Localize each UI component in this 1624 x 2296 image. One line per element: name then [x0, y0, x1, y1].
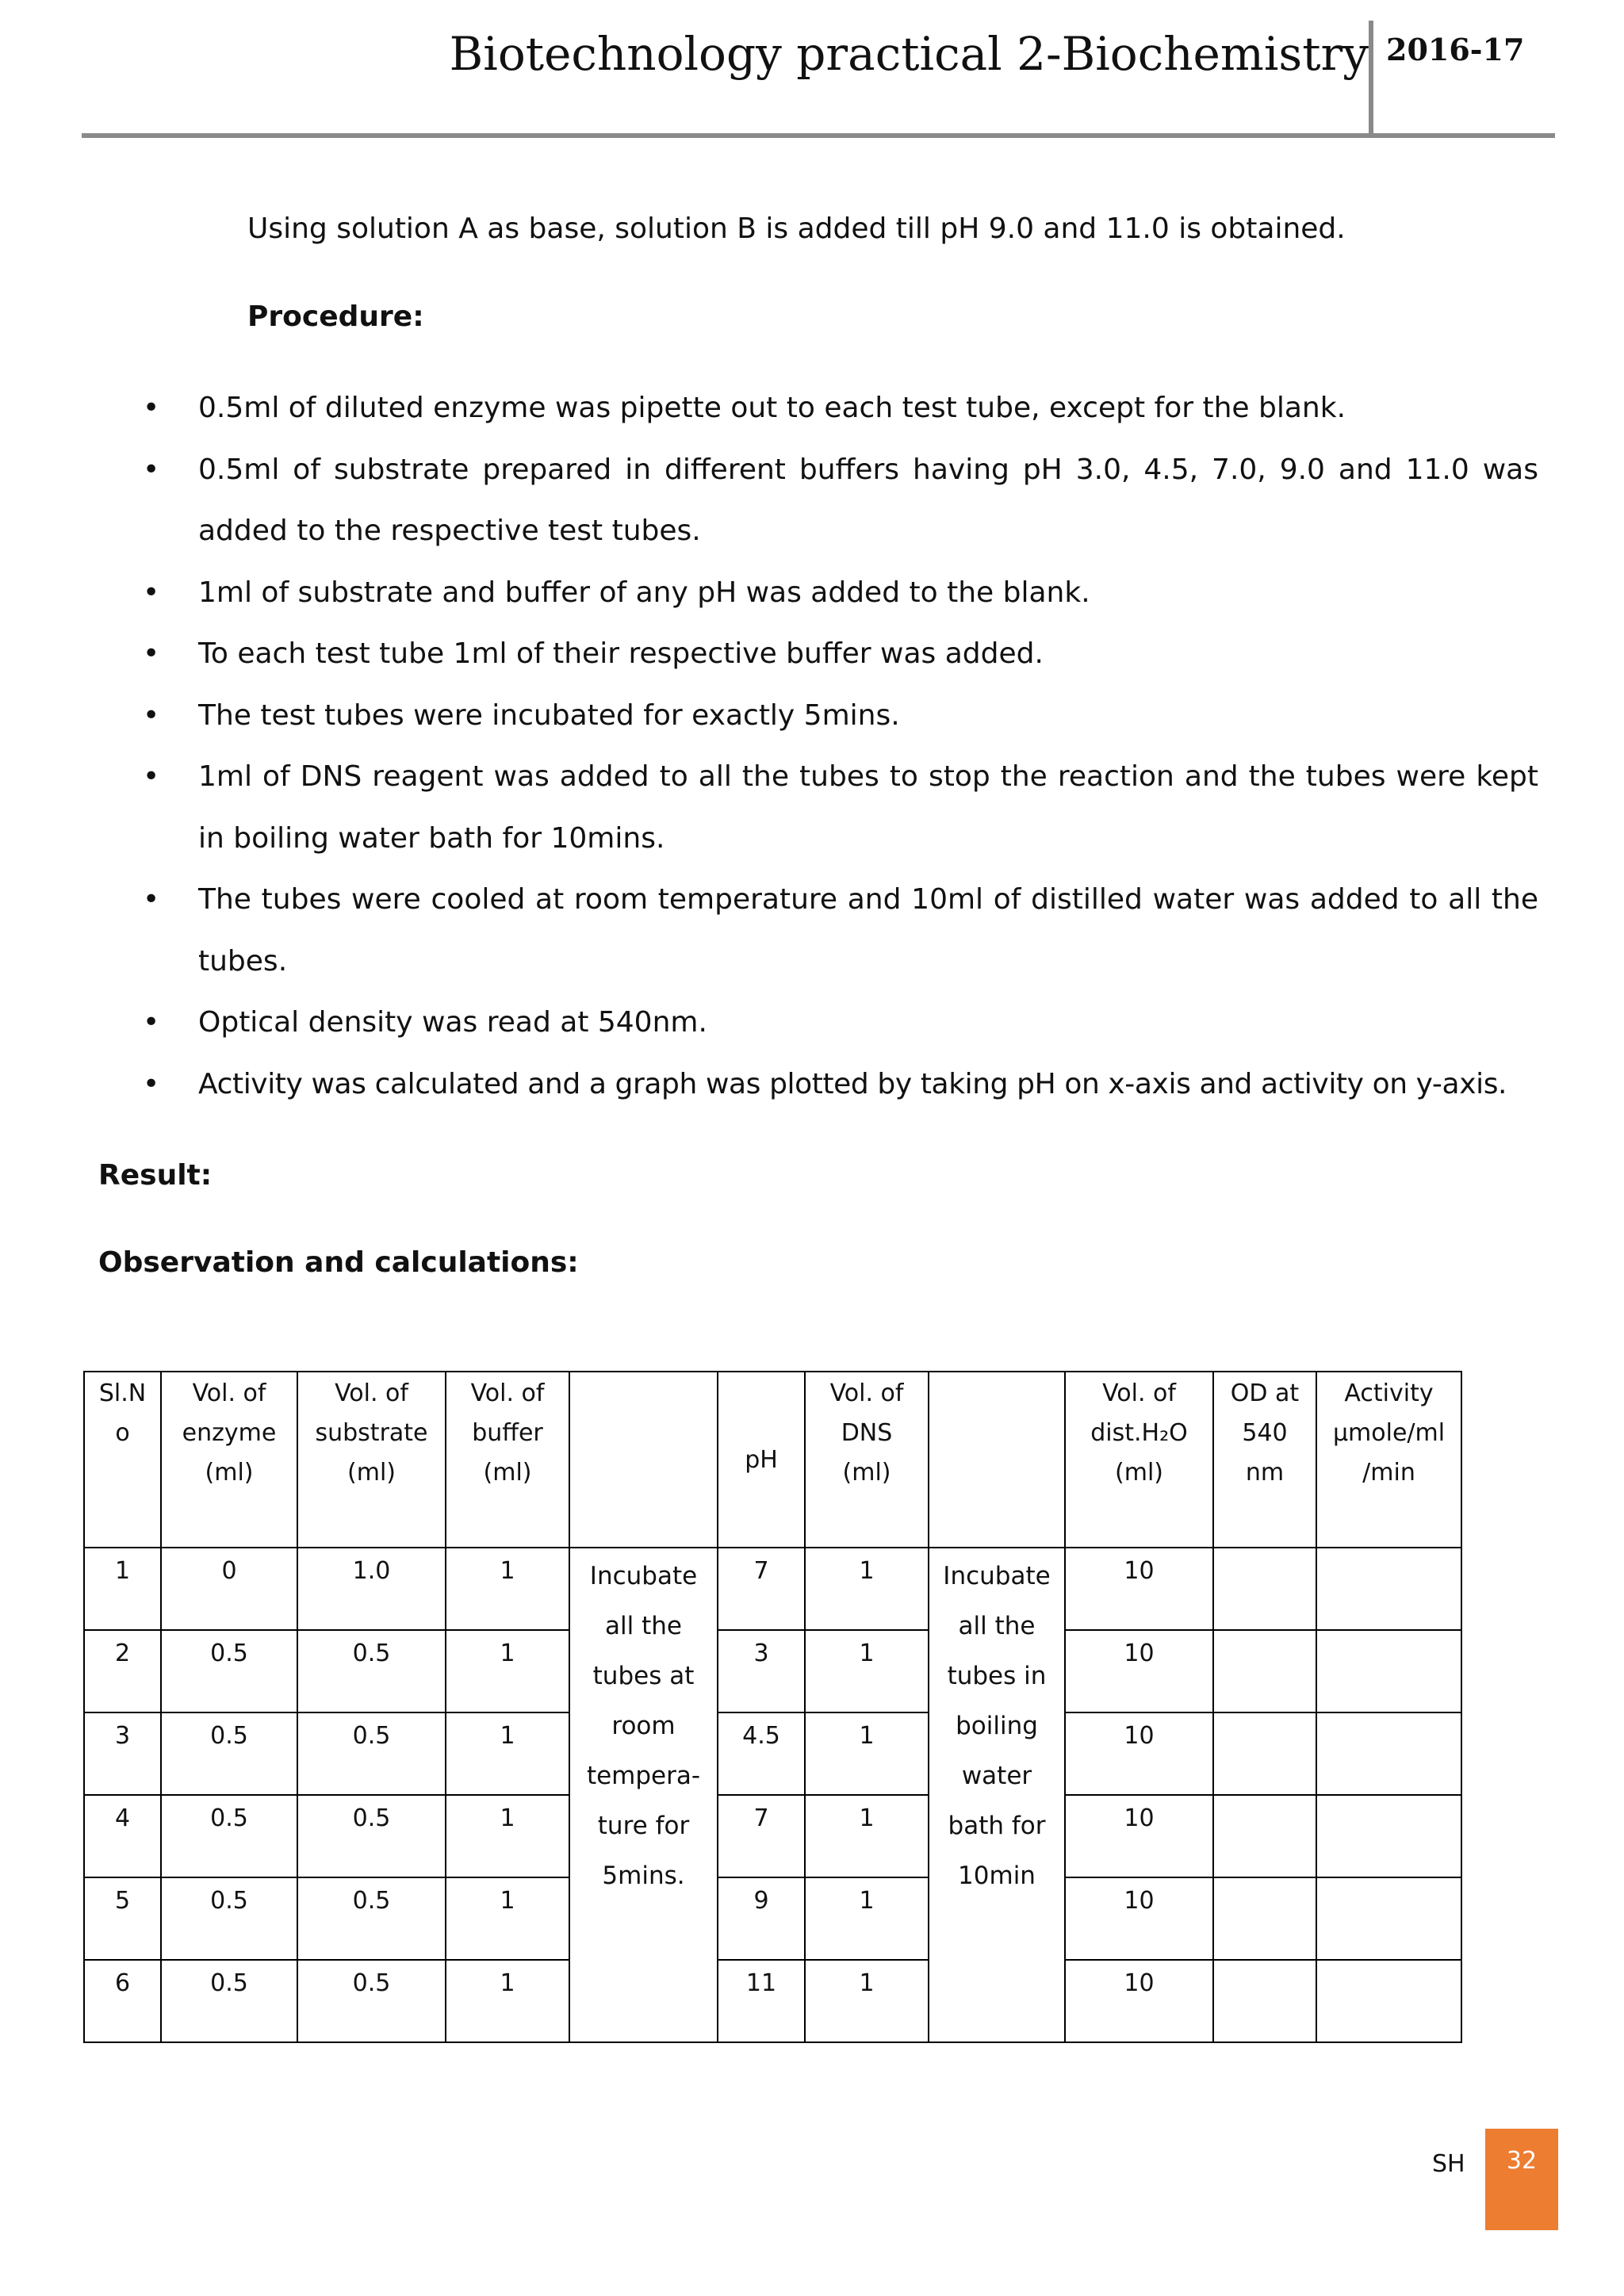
header-divider-vertical: [1369, 21, 1373, 138]
table-row: [84, 1630, 1461, 1712]
header-ph: pH: [718, 1372, 805, 1548]
cell-enzyme: 0.5: [161, 1795, 297, 1877]
header-slno: Sl.N o: [84, 1372, 161, 1548]
cell-slno: 5: [84, 1877, 161, 1960]
procedure-step: • 0.5ml of diluted enzyme was pipette out to each test tube, except for the blank.: [143, 377, 1538, 439]
table-row: [84, 1960, 1461, 2042]
cell-buffer: 1: [446, 1795, 569, 1877]
cell-activity: [1316, 1877, 1461, 1960]
cell-ph: 7: [718, 1795, 805, 1877]
cell-substrate: 0.5: [297, 1630, 446, 1712]
observation-heading: Observation and calculations:: [98, 1246, 579, 1279]
procedure-step: • Optical density was read at 540nm.: [143, 992, 1538, 1054]
cell-od: [1213, 1548, 1316, 1630]
table-row: [84, 1877, 1461, 1960]
cell-substrate: 0.5: [297, 1960, 446, 2042]
procedure-heading: Procedure:: [247, 300, 424, 333]
cell-od: [1213, 1712, 1316, 1795]
cell-dns: 1: [805, 1548, 929, 1630]
cell-water: 10: [1065, 1877, 1213, 1960]
header-water: Vol. of dist.H₂O (ml): [1065, 1372, 1213, 1548]
table-row: [84, 1548, 1461, 1630]
cell-activity: [1316, 1548, 1461, 1630]
cell-substrate: 0.5: [297, 1877, 446, 1960]
header-blank-incubation: [569, 1372, 718, 1548]
cell-dns: 1: [805, 1960, 929, 2042]
cell-ph: 7: [718, 1548, 805, 1630]
cell-dns: 1: [805, 1712, 929, 1795]
cell-activity: [1316, 1795, 1461, 1877]
cell-od: [1213, 1960, 1316, 2042]
cell-enzyme: 0.5: [161, 1877, 297, 1960]
header-buffer: Vol. of buffer (ml): [446, 1372, 569, 1548]
incubate-room-cell: Incubate all the tubes at room tempera- ture for 5mins.: [569, 1548, 718, 2042]
cell-buffer: 1: [446, 1630, 569, 1712]
header-dns: Vol. of DNS (ml): [805, 1372, 929, 1548]
table-row: [84, 1795, 1461, 1877]
cell-water: 10: [1065, 1712, 1213, 1795]
cell-water: 10: [1065, 1960, 1213, 2042]
header-substrate: Vol. of substrate (ml): [297, 1372, 446, 1548]
cell-dns: 1: [805, 1630, 929, 1712]
footer-initials: SH: [1432, 2150, 1465, 2178]
cell-substrate: 0.5: [297, 1795, 446, 1877]
procedure-step: • To each test tube 1ml of their respective buffer was added.: [143, 623, 1538, 685]
cell-buffer: 1: [446, 1877, 569, 1960]
cell-enzyme: 0.5: [161, 1712, 297, 1795]
cell-water: 10: [1065, 1548, 1213, 1630]
cell-enzyme: 0.5: [161, 1960, 297, 2042]
cell-substrate: 0.5: [297, 1712, 446, 1795]
cell-buffer: 1: [446, 1548, 569, 1630]
cell-od: [1213, 1630, 1316, 1712]
cell-dns: 1: [805, 1795, 929, 1877]
header-enzyme: Vol. of enzyme (ml): [161, 1372, 297, 1548]
cell-substrate: 1.0: [297, 1548, 446, 1630]
procedure-step: • 0.5ml of substrate prepared in different buffers having pH 3.0, 4.5, 7.0, 9.0 and 11.0 was added to the respective test tubes.: [143, 439, 1538, 562]
header-blank-boiling: [929, 1372, 1065, 1548]
observation-table: [83, 1371, 1462, 2043]
procedure-step: • 1ml of DNS reagent was added to all the tubes to stop the reaction and the tubes were kept in boiling water bath for 10mins.: [143, 746, 1538, 869]
cell-slno: 6: [84, 1960, 161, 2042]
procedure-list: [143, 377, 1538, 1115]
intro-text: Using solution A as base, solution B is added till pH 9.0 and 11.0 is obtained.: [247, 212, 1346, 245]
cell-od: [1213, 1877, 1316, 1960]
cell-od: [1213, 1795, 1316, 1877]
cell-slno: 4: [84, 1795, 161, 1877]
table-row: [84, 1712, 1461, 1795]
procedure-step: • 1ml of substrate and buffer of any pH was added to the blank.: [143, 562, 1538, 624]
cell-water: 10: [1065, 1795, 1213, 1877]
result-heading: Result:: [98, 1159, 213, 1192]
cell-ph: 4.5: [718, 1712, 805, 1795]
header-activity: Activity µmole/ml /min: [1316, 1372, 1461, 1548]
cell-enzyme: 0.5: [161, 1630, 297, 1712]
cell-water: 10: [1065, 1630, 1213, 1712]
header-title: Biotechnology practical 2-Biochemistry: [449, 27, 1369, 81]
cell-ph: 11: [718, 1960, 805, 2042]
cell-buffer: 1: [446, 1960, 569, 2042]
cell-slno: 3: [84, 1712, 161, 1795]
procedure-step: • Activity was calculated and a graph was plotted by taking pH on x-axis and activity on y-axis.: [143, 1054, 1538, 1115]
incubate-boiling-cell: Incubate all the tubes in boiling water bath for 10min: [929, 1548, 1065, 2042]
cell-ph: 9: [718, 1877, 805, 1960]
procedure-step: • The test tubes were incubated for exactly 5mins.: [143, 685, 1538, 747]
cell-activity: [1316, 1712, 1461, 1795]
page-number-badge: 32: [1485, 2129, 1558, 2230]
cell-ph: 3: [718, 1630, 805, 1712]
procedure-step: • The tubes were cooled at room temperature and 10ml of distilled water was added to all the tubes.: [143, 869, 1538, 992]
header-year: 2016-17: [1386, 32, 1525, 67]
cell-dns: 1: [805, 1877, 929, 1960]
table-header-row: [84, 1372, 1461, 1548]
cell-buffer: 1: [446, 1712, 569, 1795]
header-divider-horizontal: [82, 133, 1555, 138]
cell-slno: 1: [84, 1548, 161, 1630]
cell-activity: [1316, 1630, 1461, 1712]
header-od: OD at 540 nm: [1213, 1372, 1316, 1548]
cell-slno: 2: [84, 1630, 161, 1712]
cell-activity: [1316, 1960, 1461, 2042]
cell-enzyme: 0: [161, 1548, 297, 1630]
